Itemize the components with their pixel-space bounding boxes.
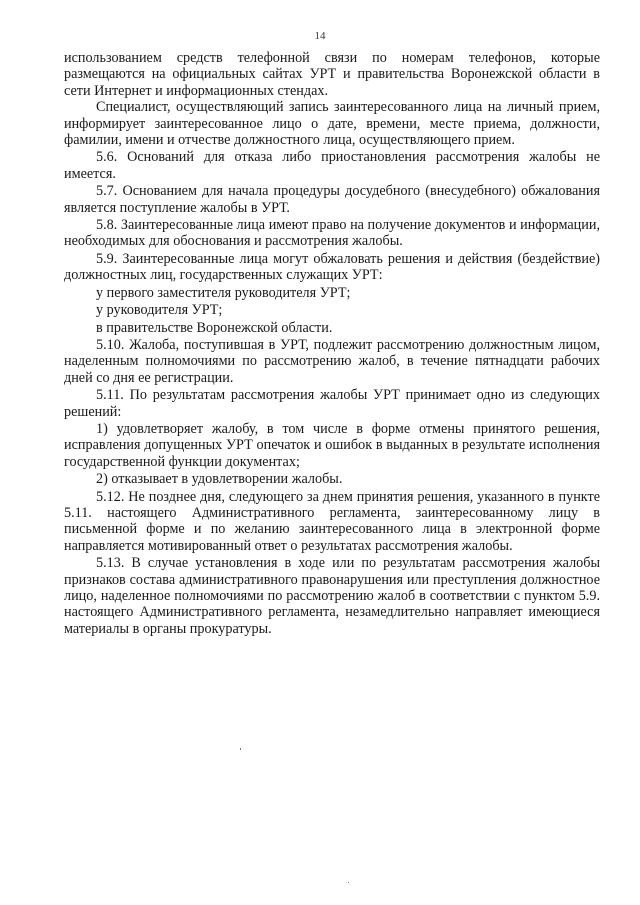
list-item-government: в правительстве Воронежской области. xyxy=(96,319,333,336)
paragraph-5-9: 5.9. Заинтересованные лица могут обжаловать решения и действия (бездействие) должностных лиц, государственных служащих УРТ: xyxy=(64,250,600,284)
paragraph-5-10: 5.10. Жалоба, поступившая в УРТ, подлежит рассмотрению должностным лицом, наделенным полномочиями по рассмотрению жалоб, в течение пятнадцати рабочих дней со дня ее регистрации. xyxy=(64,336,600,386)
page-number: 14 xyxy=(314,30,326,42)
list-item-decision-1: 1) удовлетворяет жалобу, в том числе в форме отмены принятого решения, исправления допущенных УРТ опечаток и ошибок в выданных в результате исполнения государственной функции документах; xyxy=(64,420,600,470)
paragraph-5-7: 5.7. Основанием для начала процедуры досудебного (внесудебного) обжалования является поступление жалобы в УРТ. xyxy=(64,183,600,216)
paragraph-continuation: использованием средств телефонной связи по номерам телефонов, которые размещаются на официальных сайтах УРТ и правительства Воронежской области в сети Интернет и информационных стендах. xyxy=(64,50,600,99)
paragraph-5-6: 5.6. Оснований для отказа либо приостановления рассмотрения жалобы не имеется. xyxy=(64,149,600,182)
list-item-head: у руководителя УРТ; xyxy=(96,302,223,319)
scan-speck xyxy=(348,882,349,883)
paragraph-specialist: Специалист, осуществляющий запись заинтересованного лица на личный прием, информирует заинтересованное лицо о дате, времени, месте приема, должности, фамилии, имени и отчестве должностного лица, осуществляющего прием. xyxy=(64,99,600,149)
paragraph-5-11: 5.11. По результатам рассмотрения жалобы УРТ принимает одно из следующих решений: xyxy=(64,387,600,420)
list-item-first-deputy: у первого заместителя руководителя УРТ; xyxy=(96,284,351,301)
list-item-decision-2: 2) отказывает в удовлетворении жалобы. xyxy=(96,471,343,488)
paragraph-5-8: 5.8. Заинтересованные лица имеют право на получение документов и информации, необходимых для обоснования и рассмотрения жалобы. xyxy=(64,217,600,250)
document-body xyxy=(64,50,600,637)
paragraph-5-12: 5.12. Не позднее дня, следующего за днем принятия решения, указанного в пункте 5.11. настоящего Административного регламента, заинтересованному лицу в письменной форме и по желанию заинтересованного лица в электронной форме направляется мотивированный ответ о результатах рассмотрения жалобы. xyxy=(64,488,600,554)
scan-speck xyxy=(240,748,241,750)
paragraph-5-13: 5.13. В случае установления в ходе или по результатам рассмотрения жалобы признаков состава административного правонарушения или преступления должностное лицо, наделенное полномочиями по рассмотрению жалоб в соответствии с пунктом 5.9. настоящего Административного регламента, незамедлительно направляет имеющиеся материалы в органы прокуратуры. xyxy=(64,555,600,637)
